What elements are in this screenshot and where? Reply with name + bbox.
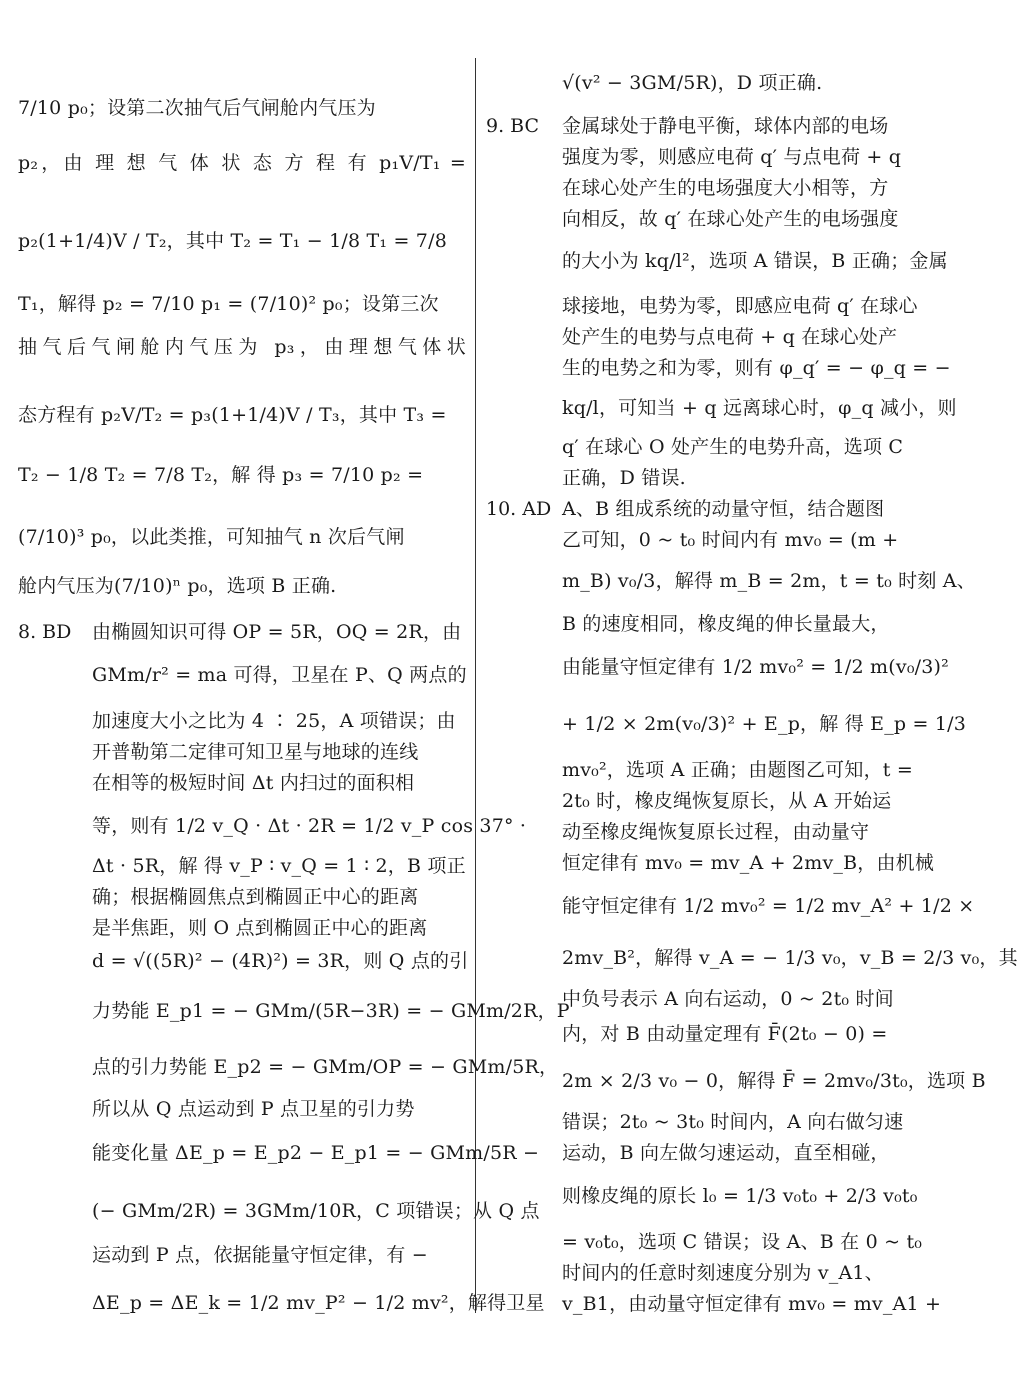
text-line: v_B1，由动量守恒定律有 mv₀ = mv_A1 + — [562, 1293, 942, 1315]
text-line: 点的引力势能 E_p2 = − GMm/OP = − GMm/5R， — [92, 1056, 559, 1078]
text-line: 金属球处于静电平衡，球体内部的电场 — [562, 115, 889, 137]
text-line: 生的电势之和为零，则有 φ_q′ = − φ_q = − — [562, 357, 951, 379]
text-line: m_B) v₀/3，解得 m_B = 2m，t = t₀ 时刻 A、 — [562, 570, 976, 592]
text-line: 能变化量 ΔE_p = E_p2 − E_p1 = − GMm/5R − — [92, 1142, 540, 1164]
text-line: 动至橡皮绳恢复原长过程，由动量守 — [562, 821, 870, 843]
text-line: 强度为零，则感应电荷 q′ 与点电荷 + q — [562, 146, 902, 168]
text-line: 力势能 E_p1 = − GMm/(5R−3R) = − GMm/2R，P — [92, 1000, 570, 1022]
text-line: d = √((5R)² − (4R)²) = 3R，则 Q 点的引 — [92, 950, 469, 972]
right-column — [486, 0, 1018, 1379]
text-line: 则橡皮绳的原长 l₀ = 1/3 v₀t₀ + 2/3 v₀t₀ — [562, 1185, 918, 1207]
text-line: 时间内的任意时刻速度分别为 v_A1、 — [562, 1262, 884, 1284]
text-line: ΔE_p = ΔE_k = 1/2 mv_P² − 1/2 mv²，解得卫星 — [92, 1292, 545, 1314]
text-line: 是半焦距，则 O 点到椭圆正中心的距离 — [92, 917, 428, 939]
text-line: 错误；2t₀ ~ 3t₀ 时间内，A 向右做匀速 — [562, 1111, 904, 1133]
text-line: 态方程有 p₂V/T₂ = p₃(1+1/4)V / T₃，其中 T₃ = — [18, 404, 447, 426]
text-line: q′ 在球心 O 处产生的电势升高，选项 C — [562, 436, 904, 458]
item-label-8: 8. BD — [18, 621, 72, 643]
text-line: 舱内气压为(7/10)ⁿ p₀，选项 B 正确. — [18, 575, 337, 597]
text-line: 2mv_B²，解得 v_A = − 1/3 v₀，v_B = 2/3 v₀，其 — [562, 947, 1018, 969]
text-line: p₂，由 理 想 气 体 状 态 方 程 有 p₁V/T₁ = — [18, 152, 466, 174]
text-line: 加速度大小之比为 4 ∶ 25，A 项错误；由 — [92, 710, 456, 732]
text-line: 向相反，故 q′ 在球心处产生的电场强度 — [562, 208, 899, 230]
column-divider — [475, 58, 476, 1313]
text-line: T₂ − 1/8 T₂ = 7/8 T₂，解 得 p₃ = 7/10 p₂ = — [18, 464, 424, 486]
text-line: 运动到 P 点，依据能量守恒定律，有 − — [92, 1244, 428, 1266]
text-line: 内，对 B 由动量定理有 F̄(2t₀ − 0) = — [562, 1023, 888, 1045]
text-line: 恒定律有 mv₀ = mv_A + 2mv_B，由机械 — [562, 852, 935, 874]
text-line: 开普勒第二定律可知卫星与地球的连线 — [92, 741, 419, 763]
text-line: A、B 组成系统的动量守恒，结合题图 — [562, 498, 885, 520]
text-line: 中负号表示 A 向右运动，0 ~ 2t₀ 时间 — [562, 988, 894, 1010]
text-line: 在球心处产生的电场强度大小相等，方 — [562, 177, 889, 199]
text-line: 由椭圆知识可得 OP = 5R，OQ = 2R，由 — [92, 621, 462, 643]
text-line: 2t₀ 时，橡皮绳恢复原长，从 A 开始运 — [562, 790, 892, 812]
text-line: Δt · 5R，解 得 v_P ∶ v_Q = 1 ∶ 2，B 项正 — [92, 855, 466, 877]
text-line: 球接地，电势为零，即感应电荷 q′ 在球心 — [562, 295, 918, 317]
text-line: 2m × 2/3 v₀ − 0，解得 F̄ = 2mv₀/3t₀，选项 B — [562, 1070, 986, 1092]
text-line: 7/10 p₀；设第二次抽气后气闸舱内气压为 — [18, 97, 376, 119]
text-line: (7/10)³ p₀，以此类推，可知抽气 n 次后气闸 — [18, 526, 405, 548]
text-line: 能守恒定律有 1/2 mv₀² = 1/2 mv_A² + 1/2 × — [562, 895, 975, 917]
text-line: 由能量守恒定律有 1/2 mv₀² = 1/2 m(v₀/3)² — [562, 656, 949, 678]
text-line: 运动，B 向左做匀速运动，直至相碰， — [562, 1142, 890, 1164]
text-line: 正确，D 错误. — [562, 467, 686, 489]
text-line: 确；根据椭圆焦点到椭圆正中心的距离 — [92, 886, 419, 908]
item-label-9: 9. BC — [486, 115, 540, 137]
text-line: 抽气后气闸舱内气压为 p₃，由理想气体状 — [18, 336, 466, 358]
text-line: T₁，解得 p₂ = 7/10 p₁ = (7/10)² p₀；设第三次 — [18, 293, 439, 315]
text-line: mv₀²，选项 A 正确；由题图乙可知，t = — [562, 759, 913, 781]
text-line: (− GMm/2R) = 3GMm/10R，C 项错误；从 Q 点 — [92, 1200, 540, 1222]
text-line: B 的速度相同，橡皮绳的伸长量最大， — [562, 613, 890, 635]
text-line: 在相等的极短时间 Δt 内扫过的面积相 — [92, 772, 415, 794]
text-line: 的大小为 kq/l²，选项 A 错误，B 正确；金属 — [562, 250, 948, 272]
text-line: 处产生的电势与点电荷 + q 在球心处产 — [562, 326, 898, 348]
text-line: + 1/2 × 2m(v₀/3)² + E_p，解 得 E_p = 1/3 — [562, 713, 967, 735]
text-line: 所以从 Q 点运动到 P 点卫星的引力势 — [92, 1098, 415, 1120]
text-line: 乙可知，0 ~ t₀ 时间内有 mv₀ = (m + — [562, 529, 899, 551]
item-label-10: 10. AD — [486, 498, 552, 520]
text-line: √(v² − 3GM/5R)，D 项正确. — [562, 72, 823, 94]
text-line: = v₀t₀，选项 C 错误；设 A、B 在 0 ~ t₀ — [562, 1231, 923, 1253]
text-line: kq/l，可知当 + q 远离球心时，φ_q 减小，则 — [562, 397, 957, 419]
text-line: p₂(1+1/4)V / T₂，其中 T₂ = T₁ − 1/8 T₁ = 7/8 — [18, 230, 447, 252]
text-line: 等，则有 1/2 v_Q · Δt · 2R = 1/2 v_P cos 37° · — [92, 815, 527, 837]
text-line: GMm/r² = ma 可得，卫星在 P、Q 两点的 — [92, 664, 467, 686]
